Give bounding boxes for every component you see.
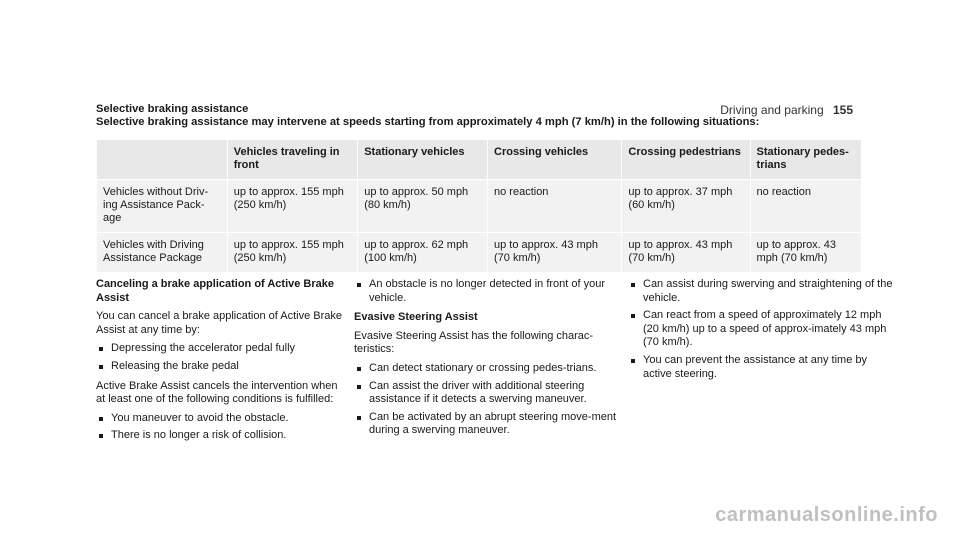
cancel-intro: You can cancel a brake application of Active Brake Assist at any time by: — [96, 310, 343, 336]
table-cell: no reaction — [488, 180, 622, 233]
table-header-cell: Vehicles traveling in front — [227, 140, 357, 180]
column-2 — [354, 278, 622, 444]
list-item: Can react from a speed of approximately 12 mph (20 km/h) up to a speed of approx-imately 43 mph (70 km/h). — [628, 309, 896, 350]
table-cell: Vehicles with Driving Assistance Package — [97, 233, 228, 273]
evasive-list-continued — [628, 278, 896, 381]
page-number: 155 — [832, 103, 853, 117]
table-cell: up to approx. 62 mph (100 km/h) — [358, 233, 488, 273]
section-title — [96, 103, 876, 129]
table-header-cell: Stationary vehicles — [358, 140, 488, 180]
watermark: carmanualsonline.info — [715, 504, 938, 526]
conditions-list — [96, 412, 346, 443]
table-cell: up to approx. 155 mph (250 km/h) — [227, 180, 357, 233]
table-row — [97, 180, 862, 233]
table-cell: up to approx. 155 mph (250 km/h) — [227, 233, 357, 273]
table-row — [97, 233, 862, 273]
list-item: Can assist the driver with additional steering assistance if it detects a swerving maneuver. — [354, 380, 622, 407]
column-1 — [96, 278, 346, 449]
table-cell: up to approx. 50 mph (80 km/h) — [358, 180, 488, 233]
list-item: Can assist during swerving and straightening of the vehicle. — [628, 278, 896, 305]
table-header-cell: Crossing vehicles — [488, 140, 622, 180]
list-item: You can prevent the assistance at any time by active steering. — [628, 354, 896, 381]
list-item: Can detect stationary or crossing pedes-trians. — [354, 362, 622, 376]
table-header-cell — [97, 140, 228, 180]
title-line-2: Selective braking assistance may intervene at speeds starting from approximately 4 mph (7 km/h) in the following situations: — [96, 116, 760, 128]
table-cell: up to approx. 43 mph (70 km/h) — [622, 233, 750, 273]
evasive-intro: Evasive Steering Assist has the following charac-teristics: — [354, 329, 594, 356]
table-cell: Vehicles without Driv-ing Assistance Pack-age — [97, 180, 228, 233]
table-cell: no reaction — [750, 180, 861, 233]
speed-table — [96, 139, 862, 273]
table-cell: up to approx. 43 mph (70 km/h) — [750, 233, 861, 273]
table-header-cell: Crossing pedestrians — [622, 140, 750, 180]
cancel-list — [96, 342, 346, 373]
table-cell: up to approx. 43 mph (70 km/h) — [488, 233, 622, 273]
list-item: Depressing the accelerator pedal fully — [96, 342, 346, 356]
evasive-heading: Evasive Steering Assist — [354, 311, 478, 324]
column-3 — [628, 278, 896, 387]
list-item: You maneuver to avoid the obstacle. — [96, 412, 346, 426]
list-item: Can be activated by an abrupt steering move-ment during a swerving maneuver. — [354, 411, 622, 438]
table-cell: up to approx. 37 mph (60 km/h) — [622, 180, 750, 233]
table-header-cell: Stationary pedes-trians — [750, 140, 861, 180]
section-name: Driving and parking — [720, 103, 824, 117]
list-item: There is no longer a risk of collision. — [96, 429, 346, 443]
cancel-conditions: Active Brake Assist cancels the intervention when at least one of the following conditions is fulfilled: — [96, 379, 338, 406]
cancel-heading: Canceling a brake application of Active Brake Assist — [96, 278, 335, 304]
list-item: An obstacle is no longer detected in front of your vehicle. — [354, 278, 622, 305]
title-line-1: Selective braking assistance — [96, 103, 249, 115]
list-item: Releasing the brake pedal — [96, 360, 346, 374]
evasive-list — [354, 362, 622, 438]
condition-continued-list — [354, 278, 622, 305]
table-header-row — [97, 140, 862, 180]
